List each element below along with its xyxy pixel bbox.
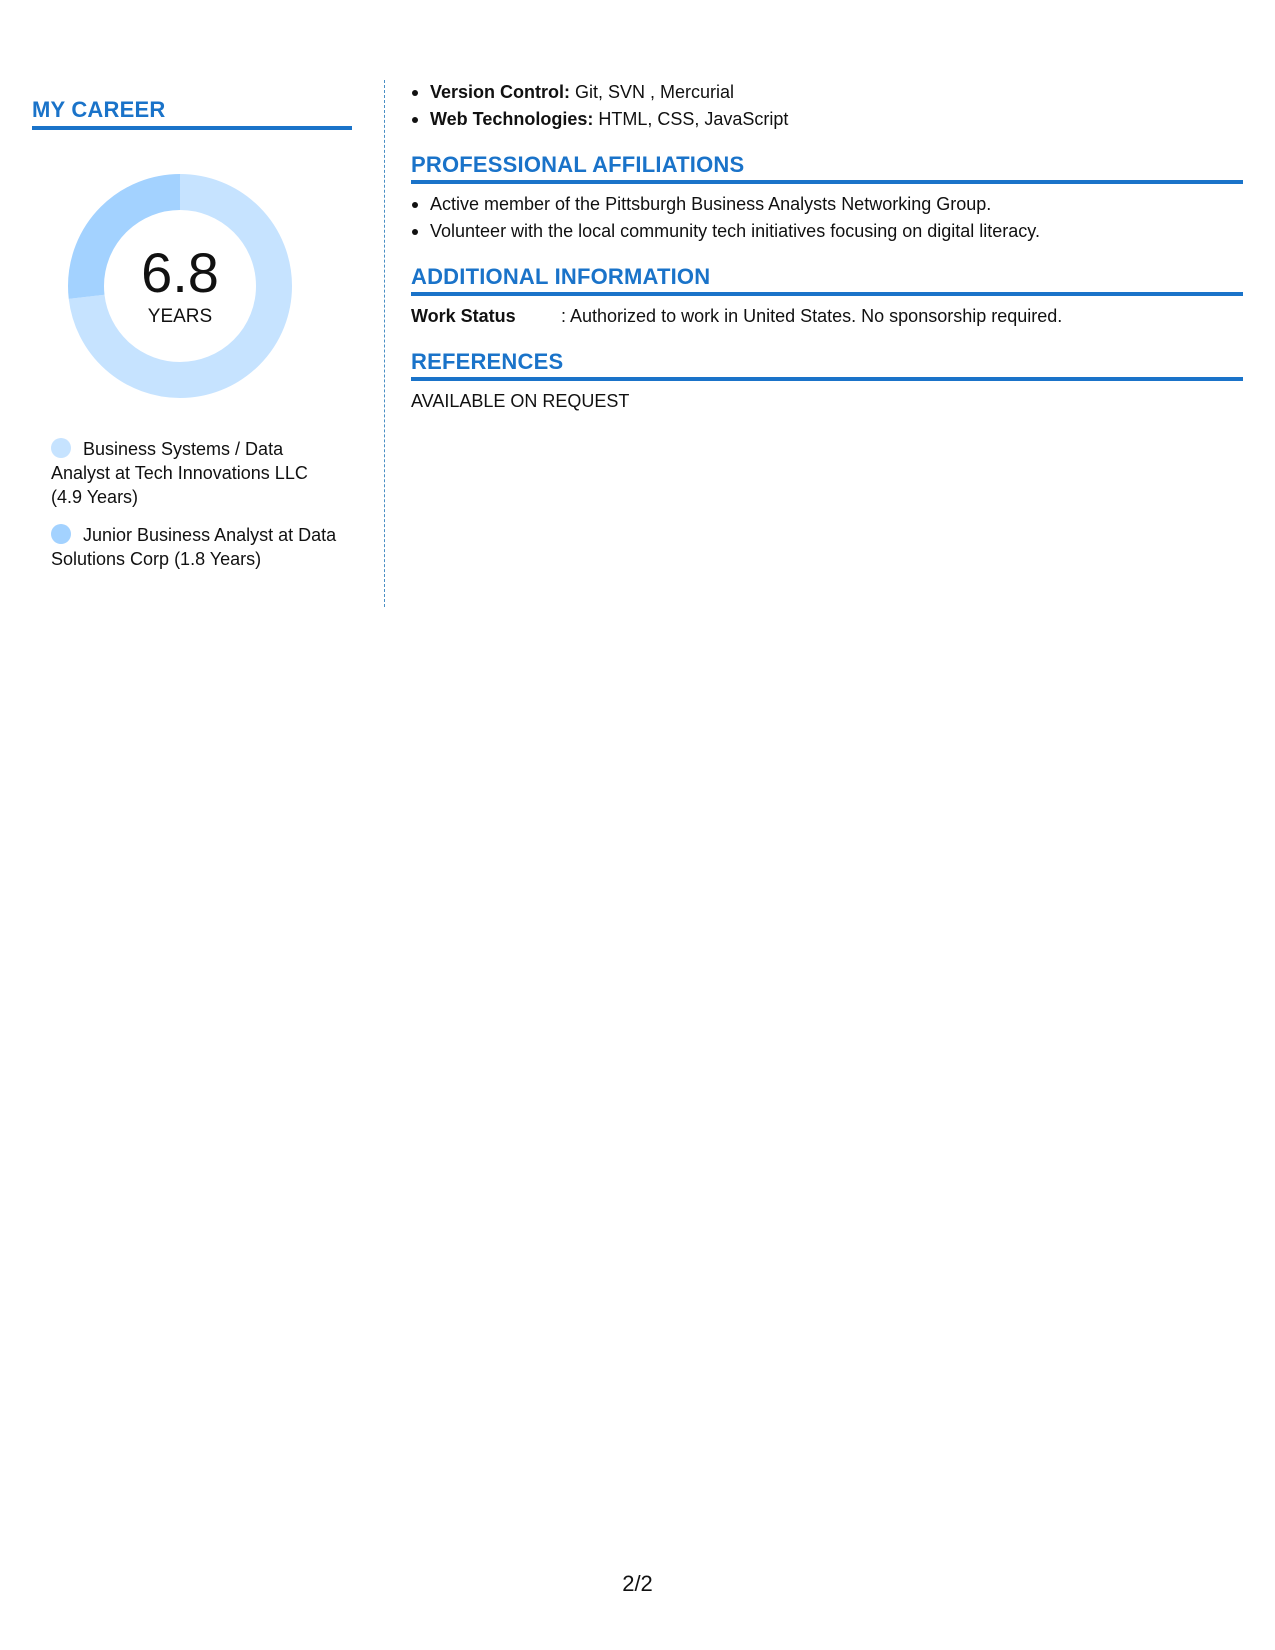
legend-dot-icon	[51, 524, 71, 544]
legend-dot-icon	[51, 438, 71, 458]
work-status-value: : Authorized to work in United States. No sponsorship required.	[561, 306, 1063, 326]
career-panel	[32, 96, 352, 585]
total-years-value: 6.8	[141, 241, 219, 304]
skill-value: HTML, CSS, JavaScript	[593, 109, 789, 129]
donut-center	[67, 173, 293, 399]
career-legend	[51, 437, 341, 571]
career-donut-chart	[67, 173, 293, 399]
legend-item	[51, 523, 341, 571]
affiliations-list	[411, 191, 1243, 245]
column-divider	[384, 80, 385, 607]
skill-label: Version Control:	[430, 82, 571, 102]
skill-label: Web Technologies:	[430, 109, 594, 129]
legend-label: Business Systems / Data Analyst at Tech Innovations LLC (4.9 Years)	[51, 439, 308, 507]
legend-item	[51, 437, 341, 509]
total-years-unit: YEARS	[147, 306, 213, 327]
references-text: AVAILABLE ON REQUEST	[411, 391, 630, 411]
references-title: REFERENCES	[411, 348, 1243, 381]
affiliations-title: PROFESSIONAL AFFILIATIONS	[411, 151, 1243, 184]
list-item: Volunteer with the local community tech initiatives focusing on digital literacy.	[411, 218, 1243, 245]
skill-value: Git, SVN , Mercurial	[570, 82, 735, 102]
skills-list	[411, 79, 1243, 133]
work-status-row	[411, 303, 1243, 330]
affiliations-section	[411, 151, 1243, 245]
list-item: Active member of the Pittsburgh Business Analysts Networking Group.	[411, 191, 1243, 218]
additional-info-section	[411, 263, 1243, 330]
career-title: MY CAREER	[32, 96, 352, 130]
legend-label: Junior Business Analyst at Data Solutions Corp (1.8 Years)	[51, 525, 337, 569]
page-number: 2/2	[622, 1571, 653, 1596]
list-item	[411, 106, 1243, 133]
main-content	[411, 79, 1243, 415]
additional-info-title: ADDITIONAL INFORMATION	[411, 263, 1243, 296]
list-item	[411, 79, 1243, 106]
work-status-label: Work Status	[411, 306, 516, 326]
references-section	[411, 348, 1243, 415]
